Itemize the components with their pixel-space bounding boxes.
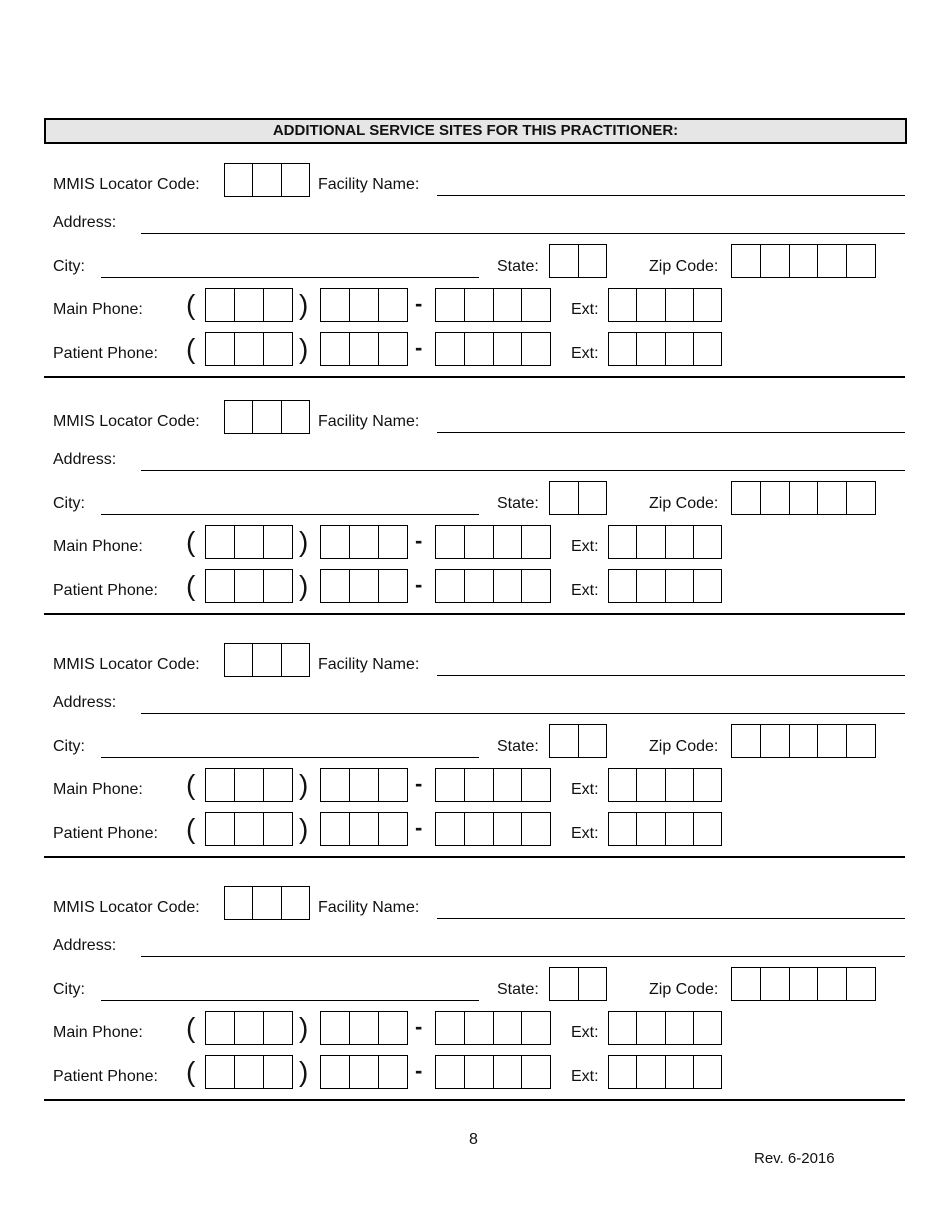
box-cell[interactable] bbox=[693, 1012, 721, 1044]
box-cell[interactable] bbox=[464, 289, 493, 321]
section-divider bbox=[44, 376, 905, 378]
box-cell[interactable] bbox=[263, 570, 292, 602]
box-cell[interactable] bbox=[609, 1012, 636, 1044]
box-cell[interactable] bbox=[550, 245, 578, 277]
patient-phone-ext-boxes[interactable] bbox=[608, 812, 722, 846]
box-cell[interactable] bbox=[349, 526, 378, 558]
open-paren: ( bbox=[186, 813, 196, 844]
box-cell[interactable] bbox=[206, 526, 234, 558]
box-cell[interactable] bbox=[378, 813, 407, 845]
close-paren: ) bbox=[299, 813, 309, 844]
close-paren: ) bbox=[299, 333, 309, 364]
box-cell[interactable] bbox=[234, 289, 263, 321]
box-cell[interactable] bbox=[732, 482, 760, 514]
box-cell[interactable] bbox=[578, 245, 607, 277]
patient-phone-area-code-boxes[interactable] bbox=[205, 569, 293, 603]
section-header: ADDITIONAL SERVICE SITES FOR THIS PRACTITIONER: bbox=[44, 118, 907, 144]
open-paren: ( bbox=[186, 1012, 196, 1043]
box-cell[interactable] bbox=[252, 887, 280, 919]
box-cell[interactable] bbox=[493, 289, 522, 321]
box-cell[interactable] bbox=[378, 333, 407, 365]
box-cell[interactable] bbox=[665, 769, 693, 801]
patient-phone-area-code-boxes[interactable] bbox=[205, 1055, 293, 1089]
box-cell[interactable] bbox=[578, 968, 607, 1000]
patient-phone-label: Patient Phone: bbox=[53, 582, 158, 599]
main-phone-prefix-boxes[interactable] bbox=[320, 525, 408, 559]
mmis-locator-label: MMIS Locator Code: bbox=[53, 899, 200, 916]
open-paren: ( bbox=[186, 526, 196, 557]
box-cell[interactable] bbox=[234, 769, 263, 801]
box-cell[interactable] bbox=[263, 813, 292, 845]
mmis-locator-boxes[interactable] bbox=[224, 163, 310, 197]
box-cell[interactable] bbox=[321, 333, 349, 365]
box-cell[interactable] bbox=[609, 333, 636, 365]
address-label: Address: bbox=[53, 451, 117, 468]
box-cell[interactable] bbox=[321, 813, 349, 845]
box-cell[interactable] bbox=[281, 401, 309, 433]
mmis-locator-label: MMIS Locator Code: bbox=[53, 413, 200, 430]
box-cell[interactable] bbox=[206, 289, 234, 321]
box-cell[interactable] bbox=[321, 769, 349, 801]
box-cell[interactable] bbox=[521, 570, 550, 602]
box-cell[interactable] bbox=[493, 769, 522, 801]
box-cell[interactable] bbox=[760, 482, 789, 514]
dash: - bbox=[415, 1014, 423, 1039]
address-field[interactable] bbox=[141, 713, 905, 714]
main-phone-label: Main Phone: bbox=[53, 301, 143, 318]
box-cell[interactable] bbox=[609, 769, 636, 801]
box-cell[interactable] bbox=[609, 289, 636, 321]
close-paren: ) bbox=[299, 769, 309, 800]
patient-phone-ext-boxes[interactable] bbox=[608, 569, 722, 603]
box-cell[interactable] bbox=[436, 333, 464, 365]
box-cell[interactable] bbox=[349, 570, 378, 602]
zip-code-boxes[interactable] bbox=[731, 967, 876, 1001]
box-cell[interactable] bbox=[732, 245, 760, 277]
facility-name-field[interactable] bbox=[437, 675, 905, 676]
box-cell[interactable] bbox=[436, 526, 464, 558]
main-phone-label: Main Phone: bbox=[53, 781, 143, 798]
box-cell[interactable] bbox=[665, 1056, 693, 1088]
box-cell[interactable] bbox=[609, 1056, 636, 1088]
box-cell[interactable] bbox=[609, 526, 636, 558]
mmis-locator-boxes[interactable] bbox=[224, 400, 310, 434]
box-cell[interactable] bbox=[263, 333, 292, 365]
patient-phone-ext-label: Ext: bbox=[571, 1068, 599, 1085]
address-field[interactable] bbox=[141, 470, 905, 471]
patient-phone-ext-boxes[interactable] bbox=[608, 332, 722, 366]
address-label: Address: bbox=[53, 694, 117, 711]
box-cell[interactable] bbox=[578, 482, 607, 514]
facility-name-label: Facility Name: bbox=[318, 176, 420, 193]
box-cell[interactable] bbox=[493, 1056, 522, 1088]
facility-name-field[interactable] bbox=[437, 195, 905, 196]
city-field[interactable] bbox=[101, 514, 479, 515]
box-cell[interactable] bbox=[252, 401, 280, 433]
state-label: State: bbox=[497, 495, 539, 512]
box-cell[interactable] bbox=[378, 289, 407, 321]
patient-phone-ext-label: Ext: bbox=[571, 582, 599, 599]
patient-phone-label: Patient Phone: bbox=[53, 1068, 158, 1085]
box-cell[interactable] bbox=[321, 526, 349, 558]
box-cell[interactable] bbox=[789, 482, 818, 514]
box-cell[interactable] bbox=[493, 570, 522, 602]
patient-phone-line-boxes[interactable] bbox=[435, 1055, 551, 1089]
zip-code-label: Zip Code: bbox=[649, 258, 719, 275]
box-cell[interactable] bbox=[349, 813, 378, 845]
state-boxes[interactable] bbox=[549, 967, 607, 1001]
box-cell[interactable] bbox=[665, 813, 693, 845]
box-cell[interactable] bbox=[550, 968, 578, 1000]
state-boxes[interactable] bbox=[549, 244, 607, 278]
box-cell[interactable] bbox=[436, 289, 464, 321]
patient-phone-label: Patient Phone: bbox=[53, 345, 158, 362]
main-phone-ext-boxes[interactable] bbox=[608, 288, 722, 322]
main-phone-ext-label: Ext: bbox=[571, 781, 599, 798]
main-phone-line-boxes[interactable] bbox=[435, 525, 551, 559]
mmis-locator-boxes[interactable] bbox=[224, 643, 310, 677]
box-cell[interactable] bbox=[206, 1056, 234, 1088]
box-cell[interactable] bbox=[493, 526, 522, 558]
box-cell[interactable] bbox=[693, 813, 721, 845]
mmis-locator-label: MMIS Locator Code: bbox=[53, 176, 200, 193]
box-cell[interactable] bbox=[206, 570, 234, 602]
main-phone-ext-label: Ext: bbox=[571, 1024, 599, 1041]
open-paren: ( bbox=[186, 289, 196, 320]
box-cell[interactable] bbox=[281, 164, 309, 196]
city-field[interactable] bbox=[101, 1000, 479, 1001]
state-boxes[interactable] bbox=[549, 724, 607, 758]
box-cell[interactable] bbox=[493, 333, 522, 365]
state-label: State: bbox=[497, 738, 539, 755]
dash: - bbox=[415, 528, 423, 553]
section-divider bbox=[44, 613, 905, 615]
box-cell[interactable] bbox=[263, 769, 292, 801]
box-cell[interactable] bbox=[760, 725, 789, 757]
box-cell[interactable] bbox=[234, 526, 263, 558]
box-cell[interactable] bbox=[693, 526, 721, 558]
facility-name-label: Facility Name: bbox=[318, 656, 420, 673]
box-cell[interactable] bbox=[693, 570, 721, 602]
zip-code-boxes[interactable] bbox=[731, 481, 876, 515]
close-paren: ) bbox=[299, 526, 309, 557]
box-cell[interactable] bbox=[349, 333, 378, 365]
patient-phone-ext-boxes[interactable] bbox=[608, 1055, 722, 1089]
address-label: Address: bbox=[53, 937, 117, 954]
zip-code-label: Zip Code: bbox=[649, 981, 719, 998]
box-cell[interactable] bbox=[234, 1012, 263, 1044]
facility-name-label: Facility Name: bbox=[318, 413, 420, 430]
main-phone-area-code-boxes[interactable] bbox=[205, 288, 293, 322]
box-cell[interactable] bbox=[263, 289, 292, 321]
page-number: 8 bbox=[469, 1131, 478, 1148]
box-cell[interactable] bbox=[225, 887, 252, 919]
box-cell[interactable] bbox=[636, 813, 664, 845]
city-label: City: bbox=[53, 738, 85, 755]
dash: - bbox=[415, 335, 423, 360]
box-cell[interactable] bbox=[636, 570, 664, 602]
patient-phone-line-boxes[interactable] bbox=[435, 332, 551, 366]
box-cell[interactable] bbox=[206, 769, 234, 801]
box-cell[interactable] bbox=[817, 968, 846, 1000]
main-phone-prefix-boxes[interactable] bbox=[320, 768, 408, 802]
patient-phone-prefix-boxes[interactable] bbox=[320, 569, 408, 603]
box-cell[interactable] bbox=[817, 725, 846, 757]
box-cell[interactable] bbox=[665, 570, 693, 602]
box-cell[interactable] bbox=[665, 1012, 693, 1044]
box-cell[interactable] bbox=[521, 769, 550, 801]
city-field[interactable] bbox=[101, 757, 479, 758]
dash: - bbox=[415, 291, 423, 316]
box-cell[interactable] bbox=[693, 333, 721, 365]
box-cell[interactable] bbox=[321, 289, 349, 321]
box-cell[interactable] bbox=[321, 1056, 349, 1088]
box-cell[interactable] bbox=[636, 769, 664, 801]
city-label: City: bbox=[53, 258, 85, 275]
main-phone-ext-label: Ext: bbox=[571, 538, 599, 555]
box-cell[interactable] bbox=[521, 1012, 550, 1044]
box-cell[interactable] bbox=[378, 1012, 407, 1044]
patient-phone-area-code-boxes[interactable] bbox=[205, 332, 293, 366]
box-cell[interactable] bbox=[234, 570, 263, 602]
open-paren: ( bbox=[186, 769, 196, 800]
main-phone-prefix-boxes[interactable] bbox=[320, 288, 408, 322]
box-cell[interactable] bbox=[252, 644, 280, 676]
main-phone-ext-boxes[interactable] bbox=[608, 768, 722, 802]
main-phone-area-code-boxes[interactable] bbox=[205, 768, 293, 802]
box-cell[interactable] bbox=[349, 1012, 378, 1044]
close-paren: ) bbox=[299, 1056, 309, 1087]
city-field[interactable] bbox=[101, 277, 479, 278]
box-cell[interactable] bbox=[234, 813, 263, 845]
box-cell[interactable] bbox=[464, 1056, 493, 1088]
box-cell[interactable] bbox=[378, 570, 407, 602]
box-cell[interactable] bbox=[206, 813, 234, 845]
box-cell[interactable] bbox=[225, 164, 252, 196]
box-cell[interactable] bbox=[263, 1012, 292, 1044]
main-phone-label: Main Phone: bbox=[53, 538, 143, 555]
box-cell[interactable] bbox=[521, 333, 550, 365]
patient-phone-line-boxes[interactable] bbox=[435, 812, 551, 846]
close-paren: ) bbox=[299, 289, 309, 320]
open-paren: ( bbox=[186, 333, 196, 364]
box-cell[interactable] bbox=[789, 245, 818, 277]
box-cell[interactable] bbox=[760, 245, 789, 277]
box-cell[interactable] bbox=[378, 1056, 407, 1088]
box-cell[interactable] bbox=[464, 813, 493, 845]
main-phone-ext-label: Ext: bbox=[571, 301, 599, 318]
box-cell[interactable] bbox=[636, 1056, 664, 1088]
box-cell[interactable] bbox=[550, 482, 578, 514]
main-phone-ext-boxes[interactable] bbox=[608, 1011, 722, 1045]
address-field[interactable] bbox=[141, 956, 905, 957]
patient-phone-area-code-boxes[interactable] bbox=[205, 812, 293, 846]
box-cell[interactable] bbox=[436, 813, 464, 845]
box-cell[interactable] bbox=[521, 289, 550, 321]
box-cell[interactable] bbox=[464, 570, 493, 602]
box-cell[interactable] bbox=[732, 968, 760, 1000]
section-divider bbox=[44, 856, 905, 858]
box-cell[interactable] bbox=[234, 1056, 263, 1088]
box-cell[interactable] bbox=[378, 526, 407, 558]
box-cell[interactable] bbox=[609, 570, 636, 602]
box-cell[interactable] bbox=[436, 1056, 464, 1088]
box-cell[interactable] bbox=[665, 526, 693, 558]
facility-name-field[interactable] bbox=[437, 432, 905, 433]
box-cell[interactable] bbox=[464, 1012, 493, 1044]
box-cell[interactable] bbox=[321, 1012, 349, 1044]
box-cell[interactable] bbox=[281, 644, 309, 676]
box-cell[interactable] bbox=[349, 289, 378, 321]
main-phone-line-boxes[interactable] bbox=[435, 768, 551, 802]
box-cell[interactable] bbox=[817, 482, 846, 514]
box-cell[interactable] bbox=[636, 1012, 664, 1044]
dash: - bbox=[415, 771, 423, 796]
mmis-locator-label: MMIS Locator Code: bbox=[53, 656, 200, 673]
state-boxes[interactable] bbox=[549, 481, 607, 515]
section-divider bbox=[44, 1099, 905, 1101]
close-paren: ) bbox=[299, 1012, 309, 1043]
box-cell[interactable] bbox=[263, 526, 292, 558]
box-cell[interactable] bbox=[846, 482, 875, 514]
patient-phone-line-boxes[interactable] bbox=[435, 569, 551, 603]
box-cell[interactable] bbox=[252, 164, 280, 196]
patient-phone-prefix-boxes[interactable] bbox=[320, 332, 408, 366]
box-cell[interactable] bbox=[846, 968, 875, 1000]
box-cell[interactable] bbox=[636, 289, 664, 321]
box-cell[interactable] bbox=[349, 1056, 378, 1088]
box-cell[interactable] bbox=[225, 644, 252, 676]
zip-code-boxes[interactable] bbox=[731, 244, 876, 278]
box-cell[interactable] bbox=[521, 526, 550, 558]
zip-code-label: Zip Code: bbox=[649, 495, 719, 512]
facility-name-label: Facility Name: bbox=[318, 899, 420, 916]
box-cell[interactable] bbox=[464, 526, 493, 558]
address-field[interactable] bbox=[141, 233, 905, 234]
main-phone-prefix-boxes[interactable] bbox=[320, 1011, 408, 1045]
zip-code-boxes[interactable] bbox=[731, 724, 876, 758]
box-cell[interactable] bbox=[349, 769, 378, 801]
state-label: State: bbox=[497, 981, 539, 998]
box-cell[interactable] bbox=[234, 333, 263, 365]
box-cell[interactable] bbox=[846, 725, 875, 757]
box-cell[interactable] bbox=[693, 289, 721, 321]
main-phone-area-code-boxes[interactable] bbox=[205, 525, 293, 559]
main-phone-ext-boxes[interactable] bbox=[608, 525, 722, 559]
box-cell[interactable] bbox=[436, 1012, 464, 1044]
box-cell[interactable] bbox=[263, 1056, 292, 1088]
dash: - bbox=[415, 572, 423, 597]
box-cell[interactable] bbox=[636, 526, 664, 558]
box-cell[interactable] bbox=[693, 769, 721, 801]
box-cell[interactable] bbox=[789, 725, 818, 757]
patient-phone-label: Patient Phone: bbox=[53, 825, 158, 842]
box-cell[interactable] bbox=[281, 887, 309, 919]
box-cell[interactable] bbox=[789, 968, 818, 1000]
dash: - bbox=[415, 1058, 423, 1083]
revision-label: Rev. 6-2016 bbox=[754, 1150, 835, 1167]
box-cell[interactable] bbox=[521, 813, 550, 845]
box-cell[interactable] bbox=[378, 769, 407, 801]
main-phone-label: Main Phone: bbox=[53, 1024, 143, 1041]
main-phone-line-boxes[interactable] bbox=[435, 1011, 551, 1045]
box-cell[interactable] bbox=[436, 570, 464, 602]
box-cell[interactable] bbox=[609, 813, 636, 845]
box-cell[interactable] bbox=[225, 401, 252, 433]
box-cell[interactable] bbox=[693, 1056, 721, 1088]
box-cell[interactable] bbox=[578, 725, 607, 757]
close-paren: ) bbox=[299, 570, 309, 601]
main-phone-area-code-boxes[interactable] bbox=[205, 1011, 293, 1045]
city-label: City: bbox=[53, 981, 85, 998]
state-label: State: bbox=[497, 258, 539, 275]
box-cell[interactable] bbox=[521, 1056, 550, 1088]
box-cell[interactable] bbox=[493, 813, 522, 845]
box-cell[interactable] bbox=[464, 333, 493, 365]
box-cell[interactable] bbox=[206, 1012, 234, 1044]
patient-phone-prefix-boxes[interactable] bbox=[320, 812, 408, 846]
box-cell[interactable] bbox=[206, 333, 234, 365]
box-cell[interactable] bbox=[636, 333, 664, 365]
box-cell[interactable] bbox=[493, 1012, 522, 1044]
address-label: Address: bbox=[53, 214, 117, 231]
patient-phone-prefix-boxes[interactable] bbox=[320, 1055, 408, 1089]
box-cell[interactable] bbox=[321, 570, 349, 602]
box-cell[interactable] bbox=[436, 769, 464, 801]
patient-phone-ext-label: Ext: bbox=[571, 825, 599, 842]
box-cell[interactable] bbox=[550, 725, 578, 757]
box-cell[interactable] bbox=[732, 725, 760, 757]
facility-name-field[interactable] bbox=[437, 918, 905, 919]
dash: - bbox=[415, 815, 423, 840]
box-cell[interactable] bbox=[846, 245, 875, 277]
box-cell[interactable] bbox=[817, 245, 846, 277]
patient-phone-ext-label: Ext: bbox=[571, 345, 599, 362]
box-cell[interactable] bbox=[665, 289, 693, 321]
box-cell[interactable] bbox=[665, 333, 693, 365]
mmis-locator-boxes[interactable] bbox=[224, 886, 310, 920]
zip-code-label: Zip Code: bbox=[649, 738, 719, 755]
city-label: City: bbox=[53, 495, 85, 512]
open-paren: ( bbox=[186, 570, 196, 601]
main-phone-line-boxes[interactable] bbox=[435, 288, 551, 322]
box-cell[interactable] bbox=[760, 968, 789, 1000]
open-paren: ( bbox=[186, 1056, 196, 1087]
box-cell[interactable] bbox=[464, 769, 493, 801]
